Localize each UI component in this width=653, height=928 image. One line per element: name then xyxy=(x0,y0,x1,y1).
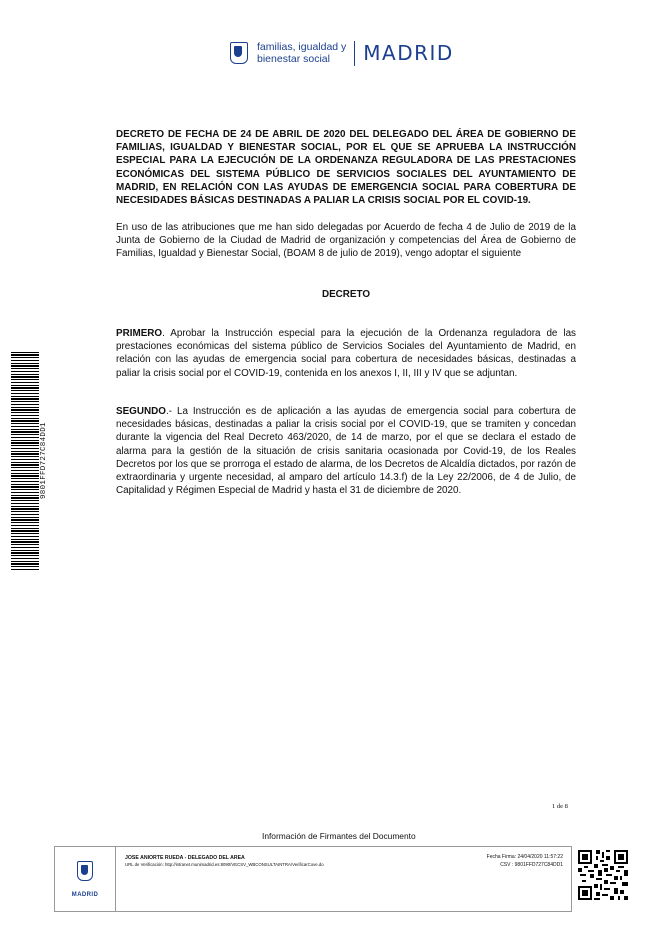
article-primero xyxy=(116,327,576,380)
document-header xyxy=(230,38,454,68)
intro-paragraph: En uso de las atribuciones que me han sido delegadas por Acuerdo de fecha 4 de Julio de 2019 de la Junta de Gobierno de la Ciudad de Madrid de organización y competencias del Área de Gobierno de Familias, Igualdad y Bienestar Social, (BOAM 8 de julio de 2019), vengo adoptar el siguiente xyxy=(116,222,576,260)
signer-name: JOSE ANIORTE RUEDA - DELEGADO DEL AREA xyxy=(125,855,245,861)
article-segundo-label: SEGUNDO xyxy=(116,406,166,417)
signature-date: Fecha Firma: 24/04/2020 11:57:22 xyxy=(486,854,563,860)
side-code-text: 9801FFD727C84DD1 xyxy=(40,422,48,499)
city-logo-text: MADRID xyxy=(363,41,454,65)
department-line-2: bienestar social xyxy=(257,53,330,65)
side-barcode xyxy=(11,352,39,572)
footer-logo xyxy=(55,847,116,911)
signature-box xyxy=(54,846,572,912)
article-primero-label: PRIMERO xyxy=(116,328,163,339)
department-name xyxy=(257,41,355,66)
verification-url: URL de Verificación: http://intranet.munimadrid.es:8090/VECSV_WBCONSULTAINTRA/VerificarCove.do xyxy=(125,862,324,867)
csv-code: CSV : 9801FFD727C84DD1 xyxy=(500,861,563,868)
article-segundo xyxy=(116,405,576,497)
signers-title: Información de Firmantes del Documento xyxy=(262,831,416,841)
madrid-crest-icon xyxy=(230,42,248,64)
article-primero-text: . Aprobar la Instrucción especial para la ejecución de la Ordenanza reguladora de las prestaciones económicas del sistema público de Servicios Sociales del Ayuntamiento de Madrid, en relación con las ayudas de emergencia social para cobertura de necesidades básicas, destinadas a paliar la crisis social por el COVID-19, contenida en los anexos I, II, III y IV que se adjuntan. xyxy=(116,328,576,379)
qr-code-icon xyxy=(578,849,628,901)
footer-logo-text: MADRID xyxy=(71,892,99,898)
page-number: 1 de 8 xyxy=(552,803,568,810)
decree-heading: DECRETO xyxy=(321,289,371,300)
signature-meta xyxy=(487,854,563,869)
decree-title: DECRETO DE FECHA DE 24 DE ABRIL DE 2020 DEL DELEGADO DEL ÁREA DE GOBIERNO DE FAMILIAS, IGUALDAD Y BIENESTAR SOCIAL, POR EL QUE SE APRUEBA LA INSTRUCCIÓN ESPECIAL PARA LA EJECUCIÓN DE LA ORDENANZA REGULADORA DE LAS PRESTACIONES ECONÓMICAS DEL SISTEMA PÚBLICO DE SERVICIOS SOCIALES DEL AYUNTAMIENTO DE MADRID, EN RELACIÓN CON LAS AYUDAS DE EMERGENCIA SOCIAL PARA COBERTURA DE NECESIDADES BÁSICAS DESTINADAS A PALIAR LA CRISIS SOCIAL POR EL COVID-19. xyxy=(116,129,576,207)
madrid-crest-icon xyxy=(77,861,93,881)
article-segundo-text: .- La Instrucción es de aplicación a las ayudas de emergencia social para cobertura de necesidades básicas, destinadas a paliar la crisis social por el COVID-19, que se tramiten y concedan durante la vigencia del Real Decreto 463/2020, de 14 de marzo, por el que se declara el estado de alarma para la gestión de la situación de crisis sanitaria ocasionada por Covid-19, de los Reales Decretos por los que se prorroga el estado de alarma, de los Decretos de Alcaldía dictados, por razón de extraordinaria y urgente necesidad, al amparo del artículo 14.3.f) de la Ley 22/2006, de 4 de Julio, de Capitalidad y Régimen Especial de Madrid y hasta el 31 de diciembre de 2020. xyxy=(116,406,576,497)
department-line-1: familias, igualdad y xyxy=(257,40,347,53)
